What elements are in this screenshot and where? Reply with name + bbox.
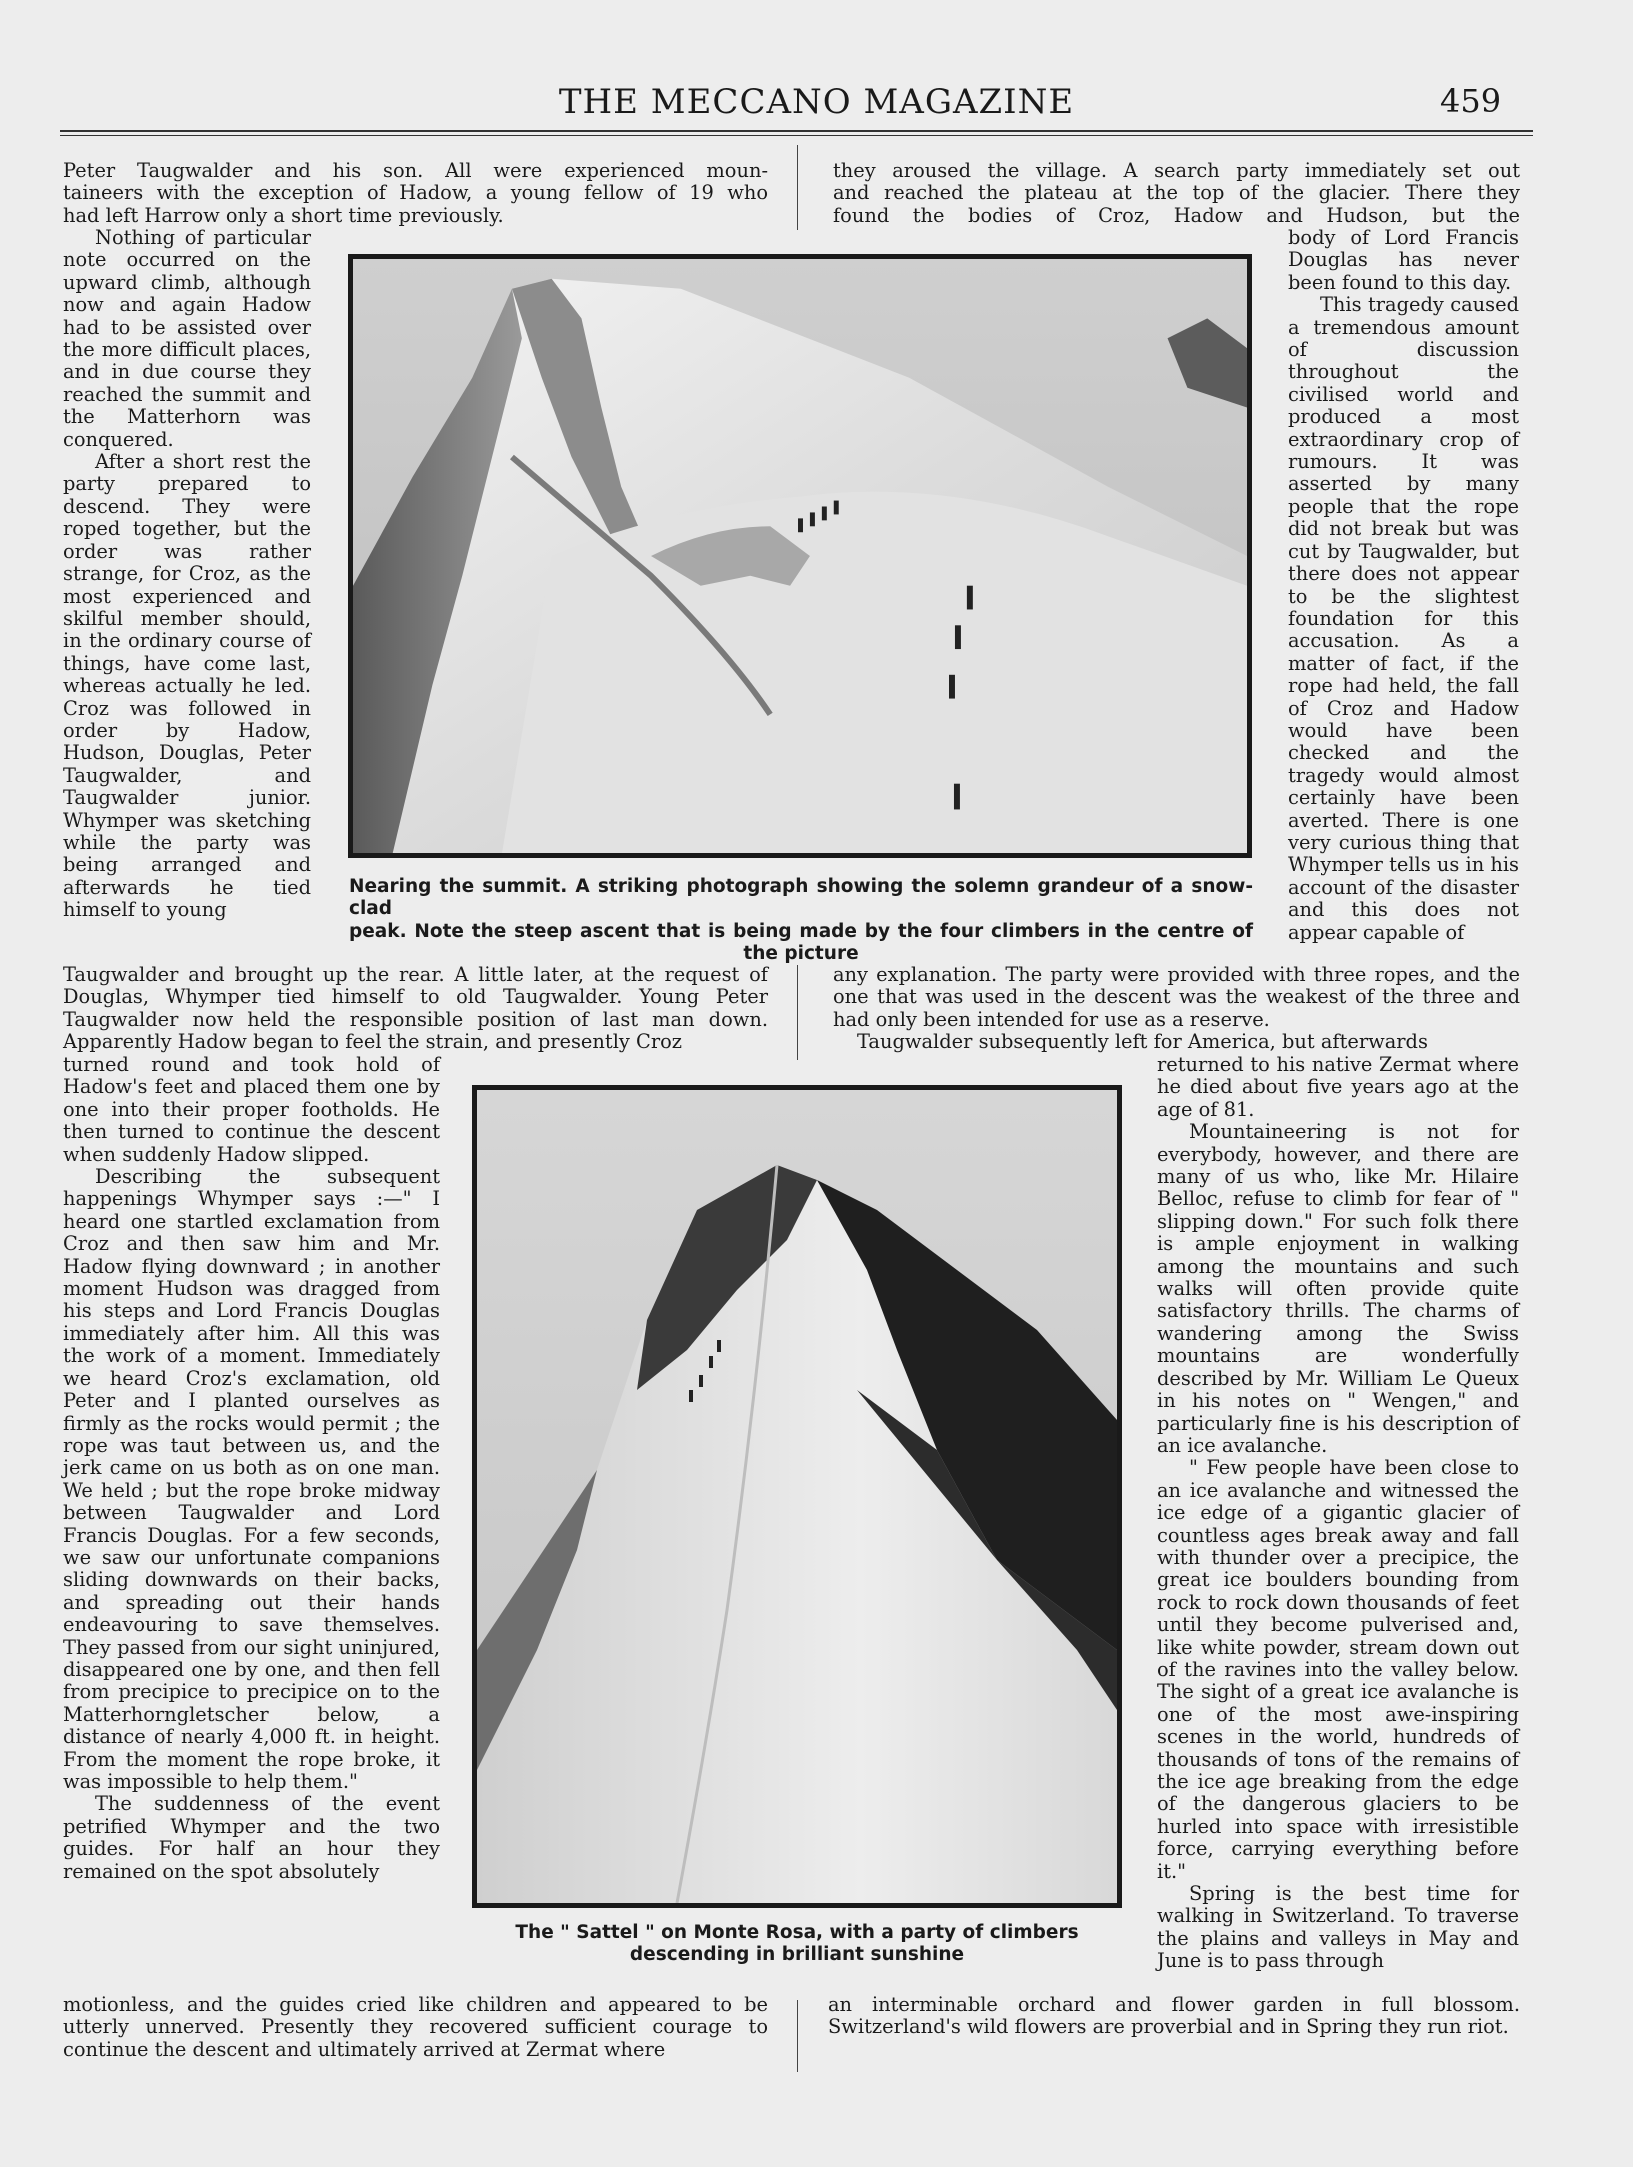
caption-line: The " Sattel " on Monte Rosa, with a party of climbers [515, 1922, 1079, 1943]
paragraph: Taugwalder subsequently left for America, but afterwards [857, 1030, 1428, 1054]
paragraph: Nothing of particular note occurred on the upward climb, although now and again Hadow had to be assisted over the more difficult places, and in due course they reached the summit and the Matterhorn was conquered. [63, 226, 311, 451]
magazine-title: THE MECCANO MAGAZINE [558, 82, 1075, 122]
caption-line: Nearing the summit. A striking photograph showing the solemn grandeur of a snow-clad [349, 876, 1253, 920]
caption-line: the picture [743, 943, 859, 965]
paragraph: an interminable orchard and flower garden in full blossom. Switzerland's wild flowers are proverbial and in Spring they run riot. [828, 1993, 1520, 2039]
top-left-paragraph [63, 160, 768, 227]
text-line: they aroused the village. A search party immediately set out [833, 159, 1520, 182]
bottom-right-paragraph [828, 1994, 1520, 2039]
paragraph: returned to his native Zermat where he died about five years ago at the age of 81. [1157, 1053, 1519, 1121]
text-line: taineers with the exception of Hadow, a young fellow of 19 who [63, 181, 768, 205]
right-narrow-column [1288, 227, 1519, 944]
header-rule-thin [60, 135, 1533, 136]
page-number: 459 [1440, 82, 1502, 120]
page-header [0, 82, 1633, 132]
paragraph: Describing the subsequent happenings Whymper says :—" I heard one startled exclamation from Croz and then saw him and Mr. Hadow flying downward ; in another moment Hudson was dragged from his steps and Lord Francis Douglas immediately after him. All this was the work of a moment. Immediately we heard Croz's exclamation, old Peter and I planted ourselves as firmly as the rocks would permit ; the rope was taut between us, and the jerk came on us both as on one man. We held ; but the rope broke midway between Taugwalder and Lord Francis Douglas. For a few seconds, we saw our unfortunate companions sliding downwards on their backs, and spreading out their hands endeavouring to save themselves. They passed from our sight uninjured, disappeared one by one, and then fell from precipice to precipice on to the Matterhorngletscher below, a distance of nearly 4,000 ft. in height. From the moment the rope broke, it was impossible to help them." [63, 1165, 440, 1793]
photo1-caption [349, 876, 1253, 966]
photo2-caption [472, 1922, 1122, 1967]
mid-right-paragraph [833, 964, 1520, 1054]
text-line: Peter Taugwalder and his son. All were experienced moun- [63, 159, 768, 182]
column-divider [797, 965, 798, 1060]
top-right-paragraph [833, 160, 1520, 227]
left-narrow-column [63, 227, 311, 922]
monte-rosa-image [477, 1090, 1117, 1903]
caption-line: peak. Note the steep ascent that is being made by the four climbers in the centre of [349, 920, 1253, 942]
left-lower-column [63, 1054, 440, 1883]
bottom-left-paragraph [63, 1994, 768, 2061]
photo-nearing-summit [348, 254, 1252, 858]
column-divider [797, 145, 798, 230]
paragraph: any explanation. The party were provided with three ropes, and the one that was used in the descent was the weakest of the three and had only been intended for use as a reserve. [833, 963, 1520, 1031]
paragraph: motionless, and the guides cried like children and appeared to be utterly unnerved. Presently they recovered sufficient courage to continue the descent and ultimately arrived at Zermat where [63, 1993, 768, 2061]
text-line: found the bodies of Croz, Hadow and Hudson, but the [833, 203, 1520, 227]
paragraph: Taugwalder and brought up the rear. A little later, at the request of Douglas, Whymper tied himself to old Taugwalder. Young Peter Taugwalder now held the responsible position of last man down. Apparently Hadow began to feel the strain, and presently Croz [63, 963, 768, 1054]
photo-sattel-monte-rosa [472, 1085, 1122, 1908]
paragraph: The suddenness of the event petrified Whymper and the two guides. For half an hour they remained on the spot absolutely [63, 1792, 440, 1883]
text-line: had left Harrow only a short time previously. [63, 203, 504, 227]
header-rule [60, 130, 1533, 132]
paragraph: Mountaineering is not for everybody, however, and there are many of us who, like Mr. Hilaire Belloc, refuse to climb for fear of " slipping down." For such folk there is ample enjoyment in walking among the mountains and such walks will often provide quite satisfactory thrills. The charms of wandering among the Swiss mountains are wonderfully described by Mr. William Le Queux in his notes on " Wengen," and particularly fine is his description of an ice avalanche. [1157, 1120, 1519, 1457]
column-divider [797, 2000, 798, 2072]
paragraph: Spring is the best time for walking in Switzerland. To traverse the plains and valleys in May and June is to pass through [1157, 1882, 1519, 1973]
snow-peak-image [353, 259, 1247, 853]
caption-line: descending in brilliant sunshine [629, 1944, 965, 1966]
paragraph: body of Lord Francis Douglas has never been found to this day. [1288, 226, 1519, 294]
paragraph: After a short rest the party prepared to descend. They were roped together, but the order was rather strange, for Croz, as the most experienced and skilful member should, in the ordinary course of things, have come last, whereas actually he led. Croz was followed in order by Hadow, Hudson, Douglas, Peter Taugwalder, and Taugwalder junior. Whymper was sketching while the party was being arranged and afterwards he tied himself to young [63, 450, 311, 922]
paragraph: " Few people have been close to an ice avalanche and witnessed the ice edge of a gigantic glacier of countless ages break away and fall with thunder over a precipice, the great ice boulders bounding from rock to rock down thousands of feet until they become pulverised and, like white powder, stream down out of the ravines into the valley below. The sight of a great ice avalanche is one of the most awe-inspiring scenes in the world, hundreds of thousands of tons of the remains of the ice age breaking from the edge of the dangerous glaciers to be hurled into space with irresistible force, carrying everything before it." [1157, 1456, 1519, 1883]
paragraph: This tragedy caused a tremendous amount of discussion throughout the civilised world and produced a most extraordinary crop of rumours. It was asserted by many people that the rope did not break but was cut by Taugwalder, but there does not appear to be the slightest foundation for this accusation. As a matter of fact, if the rope had held, the fall of Croz and Hadow would have been checked and the tragedy would almost certainly have been averted. There is one very curious thing that Whymper tells us in his account of the disaster and this does not appear capable of [1288, 293, 1519, 944]
right-lower-column [1157, 1054, 1519, 1973]
mid-left-paragraph [63, 964, 768, 1054]
text-line: and reached the plateau at the top of the glacier. There they [833, 181, 1520, 205]
paragraph: turned round and took hold of Hadow's feet and placed them one by one into their proper footholds. He then turned to continue the descent when suddenly Hadow slipped. [63, 1053, 440, 1166]
